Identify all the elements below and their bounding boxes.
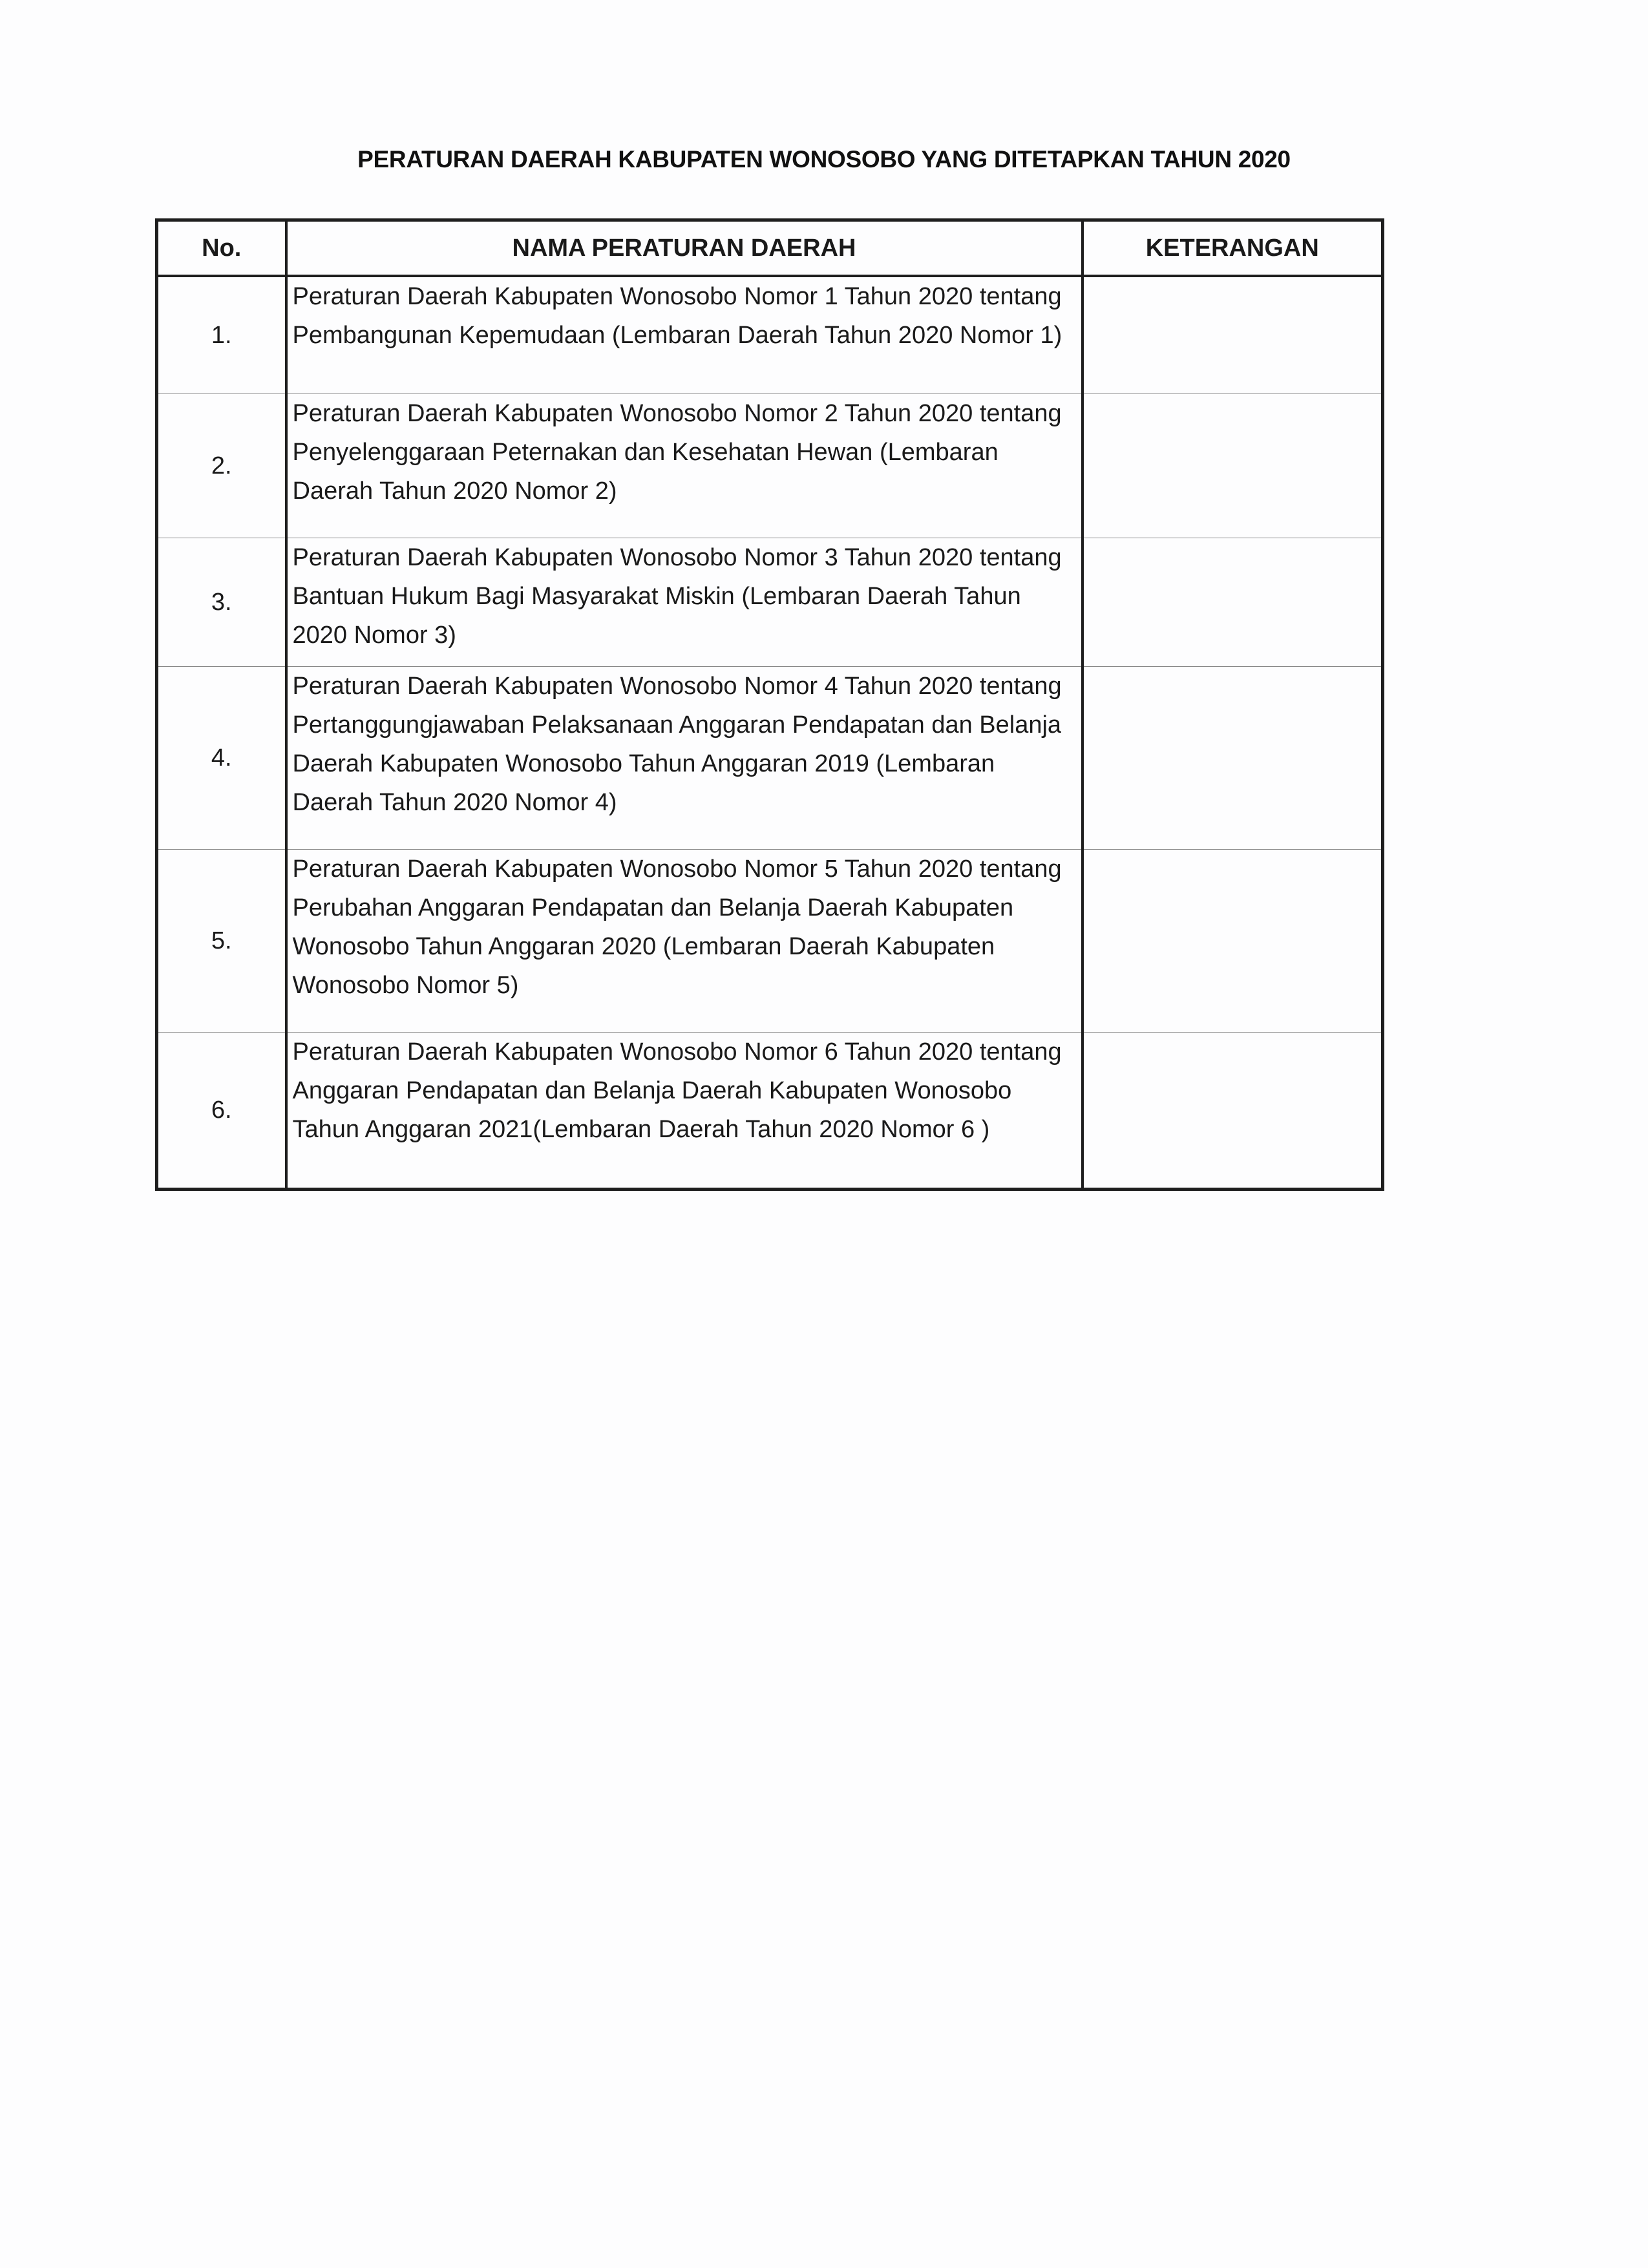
row-number: 5. [157, 850, 286, 1033]
regulation-name: Peraturan Daerah Kabupaten Wonosobo Nomor 3 Tahun 2020 tentang Bantuan Hukum Bagi Masyarakat Miskin (Lembaran Daerah Tahun 2020 Nomor 3) [286, 538, 1083, 667]
table-row [157, 276, 1383, 394]
regulation-notes [1083, 276, 1383, 394]
regulation-notes [1083, 667, 1383, 850]
header-notes: KETERANGAN [1083, 220, 1383, 277]
table-body [157, 276, 1383, 1190]
regulation-name: Peraturan Daerah Kabupaten Wonosobo Nomor 2 Tahun 2020 tentang Penyelenggaraan Peternakan dan Kesehatan Hewan (Lembaran Daerah Tahun 2020 Nomor 2) [286, 394, 1083, 538]
table-row [157, 1033, 1383, 1190]
row-number: 4. [157, 667, 286, 850]
row-number: 6. [157, 1033, 286, 1190]
regulation-name: Peraturan Daerah Kabupaten Wonosobo Nomor 4 Tahun 2020 tentang Pertanggungjawaban Pelaksanaan Anggaran Pendapatan dan Belanja Daerah Kabupaten Wonosobo Tahun Anggaran 2019 (Lembaran Daerah Tahun 2020 Nomor 4) [286, 667, 1083, 850]
header-no: No. [157, 220, 286, 277]
document-title: PERATURAN DAERAH KABUPATEN WONOSOBO YANG DITETAPKAN TAHUN 2020 [357, 146, 1291, 173]
table-row [157, 394, 1383, 538]
row-number: 1. [157, 276, 286, 394]
row-number: 2. [157, 394, 286, 538]
regulations-table [155, 218, 1384, 1191]
table-row [157, 538, 1383, 667]
regulation-name: Peraturan Daerah Kabupaten Wonosobo Nomor 1 Tahun 2020 tentang Pembangunan Kepemudaan (Lembaran Daerah Tahun 2020 Nomor 1) [286, 276, 1083, 394]
regulation-notes [1083, 850, 1383, 1033]
regulation-name: Peraturan Daerah Kabupaten Wonosobo Nomor 6 Tahun 2020 tentang Anggaran Pendapatan dan Belanja Daerah Kabupaten Wonosobo Tahun Anggaran 2021(Lembaran Daerah Tahun 2020 Nomor 6 ) [286, 1033, 1083, 1190]
regulation-notes [1083, 1033, 1383, 1190]
row-number: 3. [157, 538, 286, 667]
regulation-name: Peraturan Daerah Kabupaten Wonosobo Nomor 5 Tahun 2020 tentang Perubahan Anggaran Pendapatan dan Belanja Daerah Kabupaten Wonosobo Tahun Anggaran 2020 (Lembaran Daerah Kabupaten Wonosobo Nomor 5) [286, 850, 1083, 1033]
table-row [157, 667, 1383, 850]
header-row [157, 220, 1383, 277]
header-name: NAMA PERATURAN DAERAH [286, 220, 1083, 277]
regulation-notes [1083, 538, 1383, 667]
regulation-notes [1083, 394, 1383, 538]
table-row [157, 850, 1383, 1033]
table-header [157, 220, 1383, 277]
